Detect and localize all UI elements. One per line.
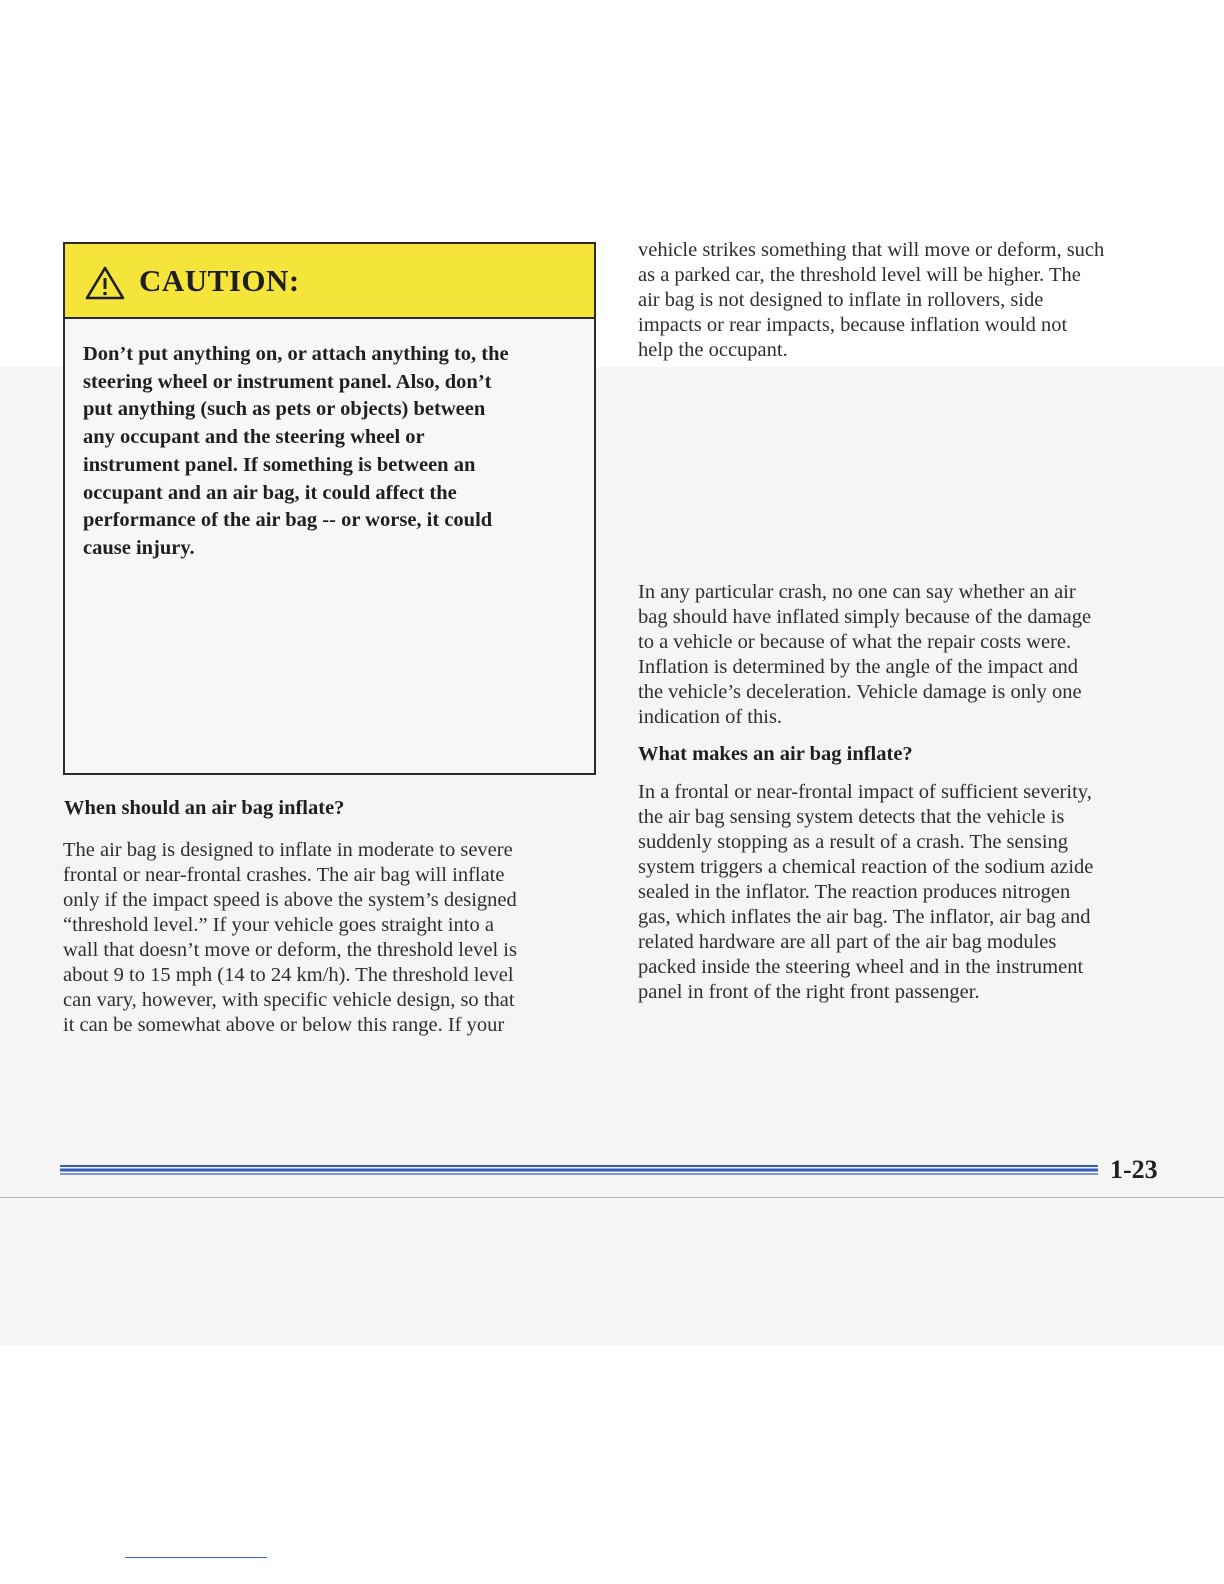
page-number: 1-23 — [1110, 1155, 1158, 1184]
left-heading: When should an air bag inflate? — [64, 797, 345, 819]
caution-line: put anything (such as pets or objects) between — [83, 398, 486, 421]
text-line: can vary, however, with specific vehicle design, so that — [63, 989, 515, 1011]
text-line: suddenly stopping as a result of a crash. The sensing — [638, 831, 1069, 853]
text-line: frontal or near-frontal crashes. The air bag will inflate — [63, 864, 505, 886]
text-line: vehicle strikes something that will move or deform, such — [638, 239, 1105, 261]
text-line: indication of this. — [638, 706, 783, 728]
text-line: In a frontal or near-frontal impact of sufficient severity, — [638, 781, 1092, 803]
text-line: panel in front of the right front passenger. — [638, 981, 980, 1003]
text-line: impacts or rear impacts, because inflation would not — [638, 314, 1068, 336]
text-line: air bag is not designed to inflate in rollovers, side — [638, 289, 1044, 311]
text-line: In any particular crash, no one can say whether an air — [638, 581, 1076, 603]
caution-line: instrument panel. If something is between an — [83, 453, 476, 476]
caution-box — [63, 242, 596, 775]
caution-line: Don’t put anything on, or attach anything to, the — [83, 343, 509, 365]
text-line: only if the impact speed is above the system’s designed — [63, 889, 517, 911]
caution-header — [65, 244, 594, 319]
text-line: as a parked car, the threshold level will be higher. The — [638, 264, 1081, 286]
text-line: Inflation is determined by the angle of the impact and — [638, 656, 1079, 678]
caution-title: CAUTION: — [139, 262, 300, 298]
caution-line: performance of the air bag -- or worse, it could — [83, 509, 493, 532]
text-line: about 9 to 15 mph (14 to 24 km/h). The threshold level — [63, 964, 514, 986]
text-line: help the occupant. — [638, 339, 788, 361]
text-line: wall that doesn’t move or deform, the threshold level is — [63, 939, 517, 961]
caution-line: steering wheel or instrument panel. Also, don’t — [83, 370, 492, 393]
underline-mark — [125, 1557, 267, 1558]
text-line: it can be somewhat above or below this range. If your — [63, 1014, 505, 1036]
left-paragraph — [63, 838, 603, 1038]
text-line: packed inside the steering wheel and in the instrument — [638, 956, 1084, 978]
right-paragraph-2 — [638, 580, 1198, 730]
text-line: sealed in the inflator. The reaction produces nitrogen — [638, 881, 1071, 903]
text-line: The air bag is designed to inflate in moderate to severe — [63, 839, 513, 861]
caution-line: cause injury. — [83, 536, 195, 559]
text-line: the air bag sensing system detects that the vehicle is — [638, 806, 1065, 828]
text-line: to a vehicle or because of what the repair costs were. — [638, 631, 1072, 653]
right-paragraph-3 — [638, 780, 1198, 1005]
text-line: the vehicle’s deceleration. Vehicle damage is only one — [638, 681, 1082, 703]
text-line: system triggers a chemical reaction of the sodium azide — [638, 856, 1094, 878]
text-line: related hardware are all part of the air bag modules — [638, 931, 1057, 953]
page-edge-divider — [0, 1197, 1224, 1198]
caution-text — [65, 319, 594, 563]
caution-line: any occupant and the steering wheel or — [83, 426, 425, 449]
right-paragraph-1 — [638, 238, 1198, 363]
text-line: gas, which inflates the air bag. The inflator, air bag and — [638, 906, 1091, 928]
footer-rule — [60, 1160, 1098, 1180]
right-heading: What makes an air bag inflate? — [638, 743, 913, 765]
text-line: bag should have inflated simply because of the damage — [638, 606, 1092, 628]
caution-line: occupant and an air bag, it could affect the — [83, 481, 457, 504]
text-line: “threshold level.” If your vehicle goes straight into a — [63, 914, 494, 936]
warning-triangle-icon — [85, 265, 125, 301]
